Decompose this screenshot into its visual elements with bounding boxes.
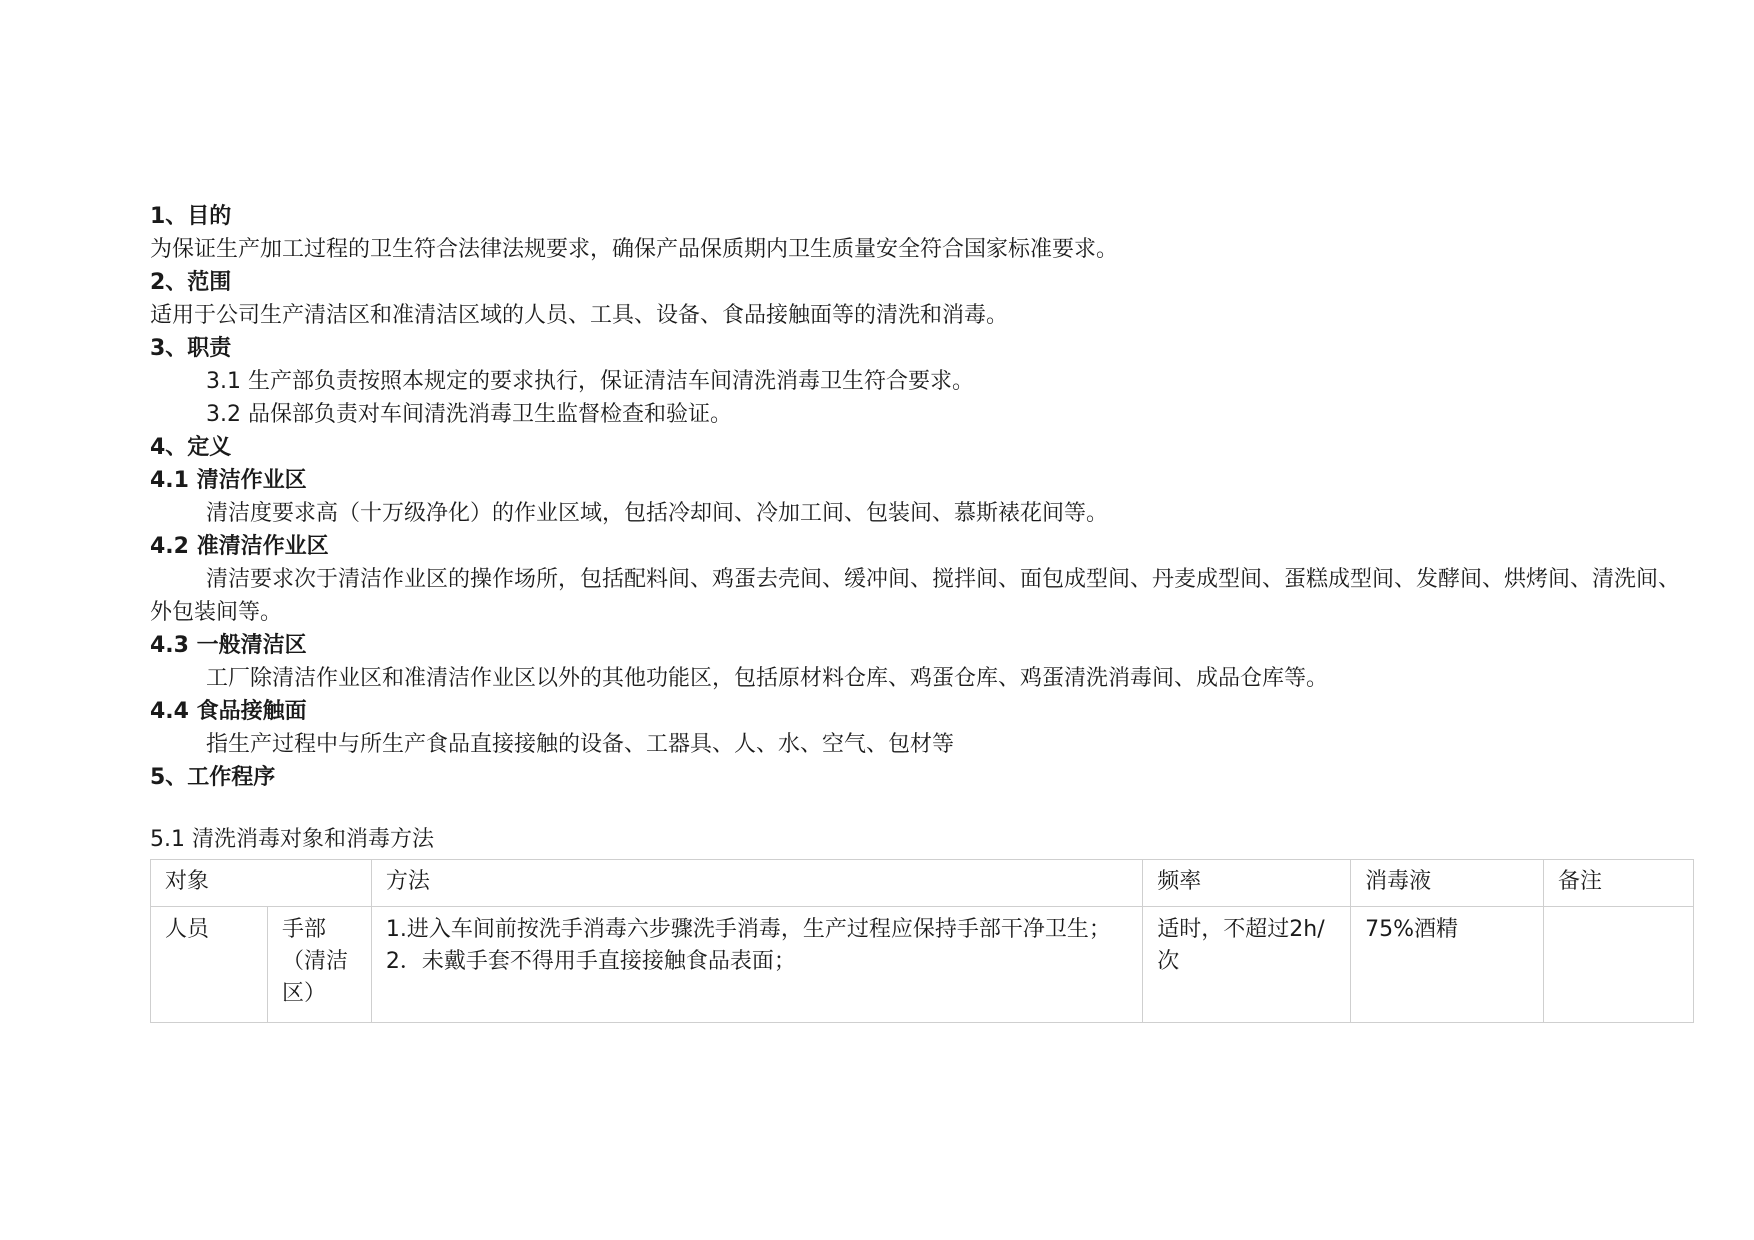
document-body (150, 200, 1690, 1023)
section-4-1-title: 4.1 清洁作业区 (150, 468, 307, 493)
section-3-title: 3、职责 (150, 336, 232, 361)
cell-frequency: 适时，不超过2h/次 (1143, 907, 1351, 1023)
table-header-row (151, 860, 1694, 907)
header-frequency: 频率 (1143, 860, 1351, 907)
disinfection-table (150, 859, 1694, 1023)
header-method: 方法 (371, 860, 1142, 907)
section-2-title: 2、范围 (150, 270, 232, 295)
table-row (151, 907, 1694, 1023)
section-2-text: 适用于公司生产清洁区和准清洁区域的人员、工具、设备、食品接触面等的清洗和消毒。 (150, 303, 1009, 328)
section-4-2-title: 4.2 准清洁作业区 (150, 534, 329, 559)
cell-method (371, 907, 1142, 1023)
section-1-text: 为保证生产加工过程的卫生符合法律法规要求，确保产品保质期内卫生质量安全符合国家标准要求。 (150, 237, 1119, 262)
method-line-1: 1.进入车间前按洗手消毒六步骤洗手消毒，生产过程应保持手部干净卫生； (385, 917, 1111, 942)
header-object: 对象 (151, 860, 372, 907)
section-4-2-text: 清洁要求次于清洁作业区的操作场所，包括配料间、鸡蛋去壳间、缓冲间、搅拌间、面包成型间、丹麦成型间、蛋糕成型间、发酵间、烘烤间、清洗间、外包装间等。 (150, 567, 1681, 625)
section-1-title: 1、目的 (150, 204, 232, 229)
header-disinfectant: 消毒液 (1351, 860, 1544, 907)
section-4-3-title: 4.3 一般清洁区 (150, 633, 307, 658)
section-4-3-text: 工厂除清洁作业区和准清洁作业区以外的其他功能区，包括原材料仓库、鸡蛋仓库、鸡蛋清洗消毒间、成品仓库等。 (206, 666, 1329, 691)
header-note: 备注 (1544, 860, 1694, 907)
cell-object-sub: 手部（清洁区） (267, 907, 371, 1023)
method-line-2: 2．未戴手套不得用手直接接触食品表面； (385, 949, 796, 974)
section-4-4-title: 4.4 食品接触面 (150, 699, 307, 724)
cell-disinfectant: 75%酒精 (1351, 907, 1544, 1023)
cell-note (1544, 907, 1694, 1023)
section-4-4-text: 指生产过程中与所生产食品直接接触的设备、工器具、人、水、空气、包材等 (206, 732, 955, 757)
table-caption: 5.1 清洗消毒对象和消毒方法 (150, 827, 434, 852)
section-5-title: 5、工作程序 (150, 765, 276, 790)
cell-object-main: 人员 (151, 907, 268, 1023)
section-3-1-text: 3.1 生产部负责按照本规定的要求执行，保证清洁车间清洗消毒卫生符合要求。 (206, 369, 974, 394)
section-3-2-text: 3.2 品保部负责对车间清洗消毒卫生监督检查和验证。 (206, 402, 732, 427)
section-4-title: 4、定义 (150, 435, 232, 460)
section-4-1-text: 清洁度要求高（十万级净化）的作业区域，包括冷却间、冷加工间、包装间、慕斯裱花间等。 (206, 501, 1109, 526)
